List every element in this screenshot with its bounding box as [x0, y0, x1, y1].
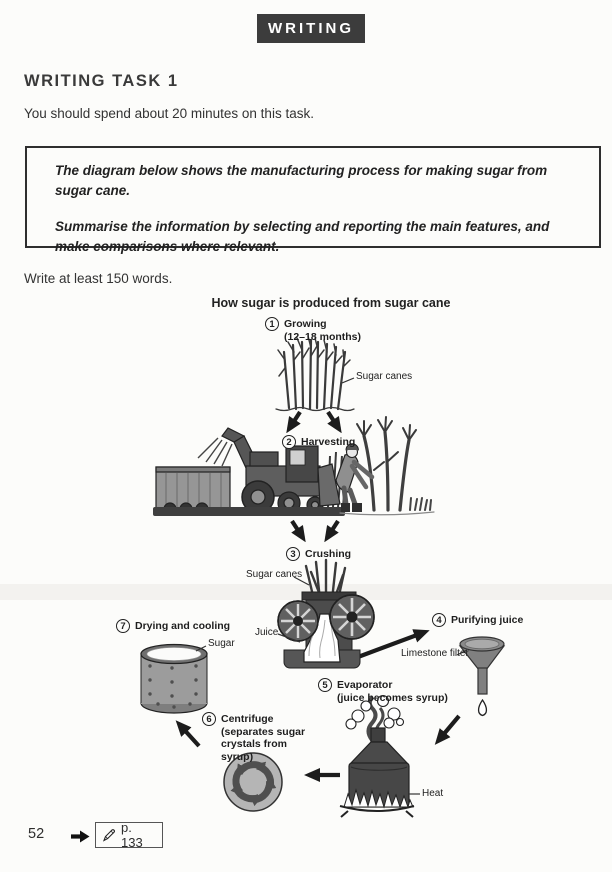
task-heading: WRITING TASK 1 — [24, 72, 179, 90]
step-2-label: Harvesting — [301, 436, 356, 448]
step-2-number: 2 — [282, 435, 296, 449]
step-6-label: Centrifuge — [221, 713, 274, 725]
step-4-label: Purifying juice — [451, 614, 524, 626]
annotation-sugar-canes-crusher: Sugar canes — [246, 569, 303, 580]
step-4-purifying — [432, 614, 523, 627]
step-6-number: 6 — [202, 712, 216, 726]
evaporator-illustration — [340, 696, 414, 818]
step-1-label: Growing — [284, 318, 327, 330]
step-2-harvesting — [282, 436, 355, 449]
word-count-instruction: Write at least 150 words. — [24, 271, 173, 286]
step-1-sub: (12–18 months) — [284, 330, 362, 343]
manual-harvest-illustration — [336, 417, 434, 515]
annotation-sugar-canes-field: Sugar canes — [356, 371, 413, 382]
prompt-paragraph-2: Summarise the information by selecting and reporting the main features, and make comparisons where relevant. — [55, 219, 550, 254]
drying-drum-illustration — [141, 645, 207, 714]
annotation-heat: Heat — [422, 788, 444, 799]
step-1-number: 1 — [265, 317, 279, 331]
step-1-growing — [265, 318, 361, 343]
time-instruction: You should spend about 20 minutes on this task. — [24, 106, 314, 121]
step-5-evaporator — [318, 679, 448, 704]
step-5-sub: (juice becomes syrup) — [337, 691, 448, 704]
annotation-sugar: Sugar — [208, 638, 235, 649]
footer-page-number: 52 — [28, 826, 45, 842]
step-7-label: Drying and cooling — [135, 620, 231, 632]
step-4-number: 4 — [432, 613, 446, 627]
step-3-label: Crushing — [305, 548, 352, 560]
diagram-title: How sugar is produced from sugar cane — [211, 296, 451, 310]
step-3-number: 3 — [286, 547, 300, 561]
step-3-crushing — [286, 548, 351, 561]
annotation-limestone-filter: Limestone filter — [401, 648, 469, 659]
step-6-sub: (separates sugar crystals from syrup) — [221, 725, 306, 763]
step-6-centrifuge — [202, 713, 321, 763]
writing-banner: WRITING — [257, 14, 365, 43]
sugar-cane-field-illustration — [276, 336, 354, 411]
annotation-juice: Juice — [255, 627, 279, 638]
step-5-number: 5 — [318, 678, 332, 692]
step-7-number: 7 — [116, 619, 130, 633]
step-5-label: Evaporator — [337, 679, 393, 691]
step-7-drying — [116, 620, 230, 633]
prompt-paragraph-1: The diagram below shows the manufacturing process for making sugar from sugar cane. — [55, 163, 548, 198]
footer-reference-text: p. 133 — [121, 820, 143, 850]
